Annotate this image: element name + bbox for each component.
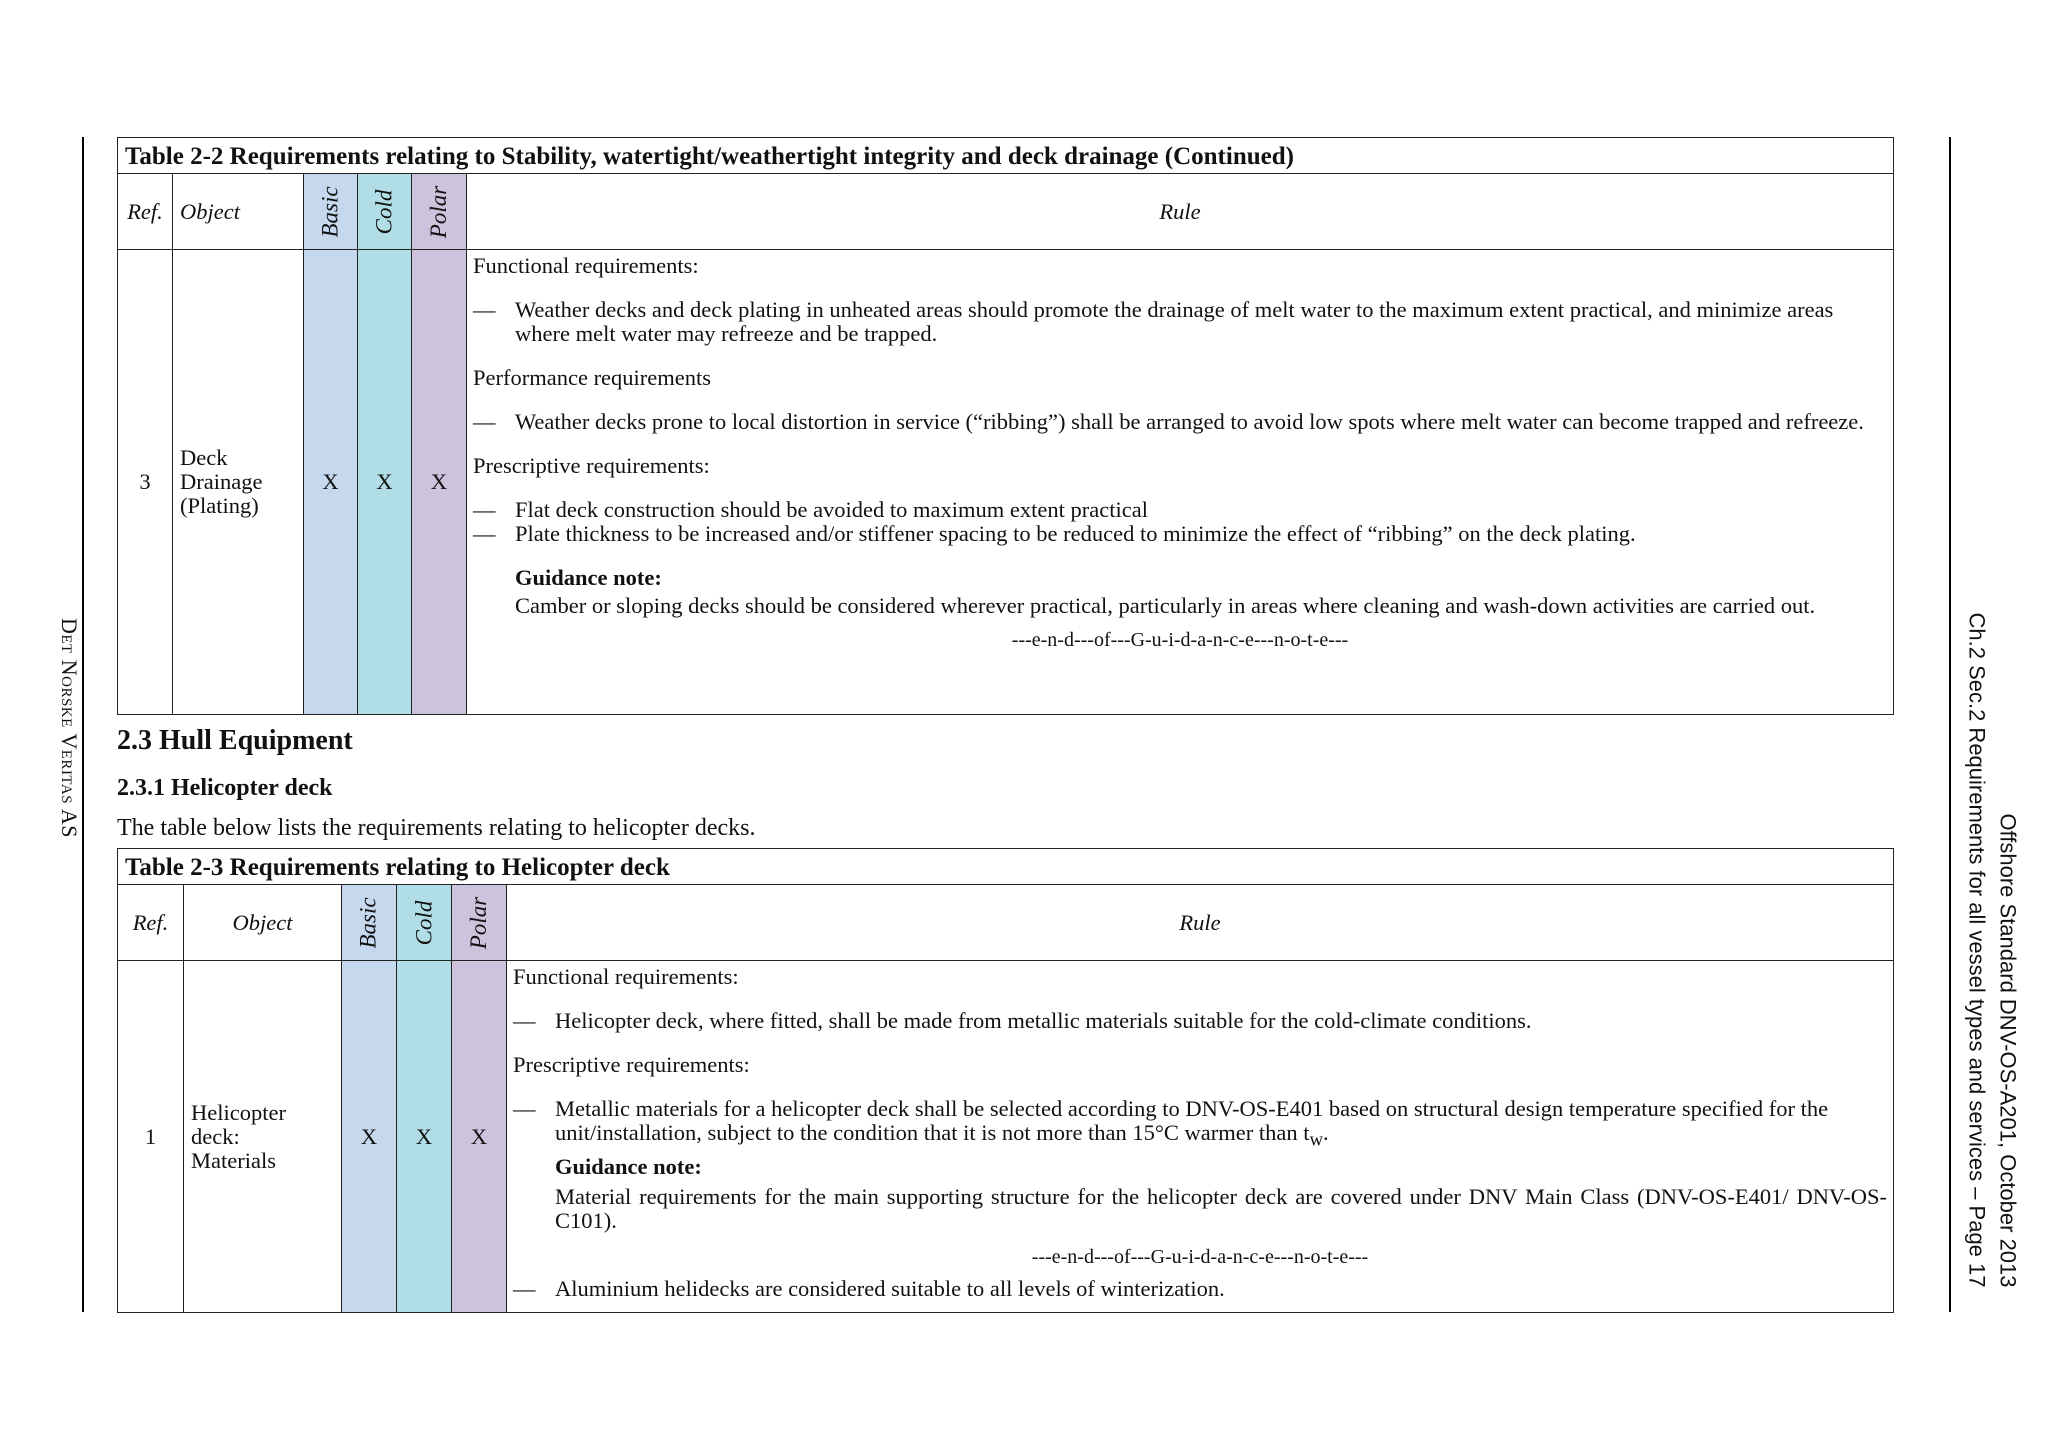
object-line: (Plating) [180,493,259,518]
header-cold-label: Cold [410,900,436,945]
header-cold-label: Cold [371,189,397,234]
guidance-title: Guidance note: [515,565,662,590]
header-basic [342,885,397,961]
row-basic-mark: X [342,961,397,1313]
header-basic [304,174,358,250]
row-rule [467,250,1894,715]
prescriptive-title: Prescriptive requirements: [513,1052,750,1077]
functional-title: Functional requirements: [513,964,739,989]
guidance-note [473,566,1887,618]
object-line: Materials [191,1147,276,1173]
header-rule: Rule [467,174,1894,250]
header-polar [412,174,467,250]
row-rule [507,961,1894,1313]
header-ref: Ref. [118,174,173,250]
list-item: — Metallic materials for a helicopter deck shall be selected according to DNV-OS-E401 based on structural design temperature specified for the unit/installation, subject to the condition that it is not more than 15°C warmer than $t_w$. [513,1096,1829,1151]
prescriptive-item-text: Metallic materials for a helicopter deck shall be selected according to DNV-OS-E401 based on structural design temperature specified for the unit/installation, subject to the condition that it is not more than 15°C warmer than t [555,1096,1829,1145]
row-object [184,961,342,1313]
row-polar-mark: X [412,250,467,715]
performance-title: Performance requirements [473,365,712,390]
publisher-side-label [54,593,84,863]
list-item: — Weather decks prone to local distortion in service (“ribbing”) shall be arranged to avoid low spots where melt water can become trapped and refreeze. [473,409,1864,434]
intro-paragraph: The table below lists the requirements relating to helicopter decks. [117,815,756,841]
right-margin-rule [1949,137,1951,1312]
row-cold-mark: X [397,961,452,1313]
list-item: — Aluminium helidecks are considered suitable to all levels of winterization. [513,1275,1225,1301]
header-polar [452,885,507,961]
list-item: — Flat deck construction should be avoided to maximum extent practical [473,497,1148,522]
guidance-text: Camber or sloping decks should be considered wherever practical, particularly in areas where cleaning and wash-down activities are carried out. [515,593,1816,618]
guidance-note [513,1155,1887,1233]
document-side-label [1958,580,2028,1320]
list-item: — Plate thickness to be increased and/or stiffener spacing to be reduced to minimize the effect of “ribbing” on the deck plating. [473,521,1636,546]
document-page-line: Ch.2 Sec.2 Requirements for all vessel types and services – Page 17 [1965,612,1990,1288]
subscript-w: w [1309,1129,1324,1151]
table-row [118,250,1894,715]
section-heading: 2.3 Hull Equipment [117,725,353,756]
row-ref: 3 [118,250,173,715]
guidance-end-marker: ---e-n-d---of---G-u-i-d-a-n-c-e---n-o-t-e--- [1031,1245,1369,1268]
object-line: Drainage [180,469,263,494]
row-cold-mark: X [358,250,412,715]
header-basic-label: Basic [317,185,343,238]
header-cold [358,174,412,250]
subsection-heading: 2.3.1 Helicopter deck [117,775,333,801]
header-object: Object [173,174,304,250]
table-2-2 [117,137,1894,715]
header-basic-label: Basic [355,896,381,949]
row-basic-mark: X [304,250,358,715]
object-line: deck: [191,1123,240,1149]
header-polar-label: Polar [425,185,451,238]
table-caption: Table 2-2 Requirements relating to Stability, watertight/weathertight integrity and deck drainage (Continued) [118,138,1894,174]
header-ref: Ref. [118,885,184,961]
table-row [118,961,1894,1313]
row-ref: 1 [118,961,184,1313]
publisher-name: Det Norske Veritas AS [57,618,83,838]
list-item: — Helicopter deck, where fitted, shall be made from metallic materials suitable for the cold-climate conditions. [513,1008,1532,1033]
table-2-3 [117,848,1894,1313]
header-polar-label: Polar [465,896,491,949]
object-line: Helicopter [191,1099,286,1125]
object-line: Deck [180,445,228,470]
guidance-end-marker: ---e-n-d---of---G-u-i-d-a-n-c-e---n-o-t-e--- [1011,629,1349,651]
guidance-text: Material requirements for the main supporting structure for the helicopter deck are covered under DNV Main Class (DNV-OS-E401/ DNV-OS-C101). [555,1183,1887,1233]
header-cold [397,885,452,961]
row-object [173,250,304,715]
table-caption: Table 2-3 Requirements relating to Helicopter deck [118,849,1894,885]
functional-title: Functional requirements: [473,253,699,278]
header-rule: Rule [507,885,1894,961]
list-item: — Weather decks and deck plating in unheated areas should promote the drainage of melt water to the maximum extent practical, and minimize areas where melt water may refreeze and be trapped. [473,297,1834,346]
document-standard-line: Offshore Standard DNV-OS-A201, October 2013 [1996,813,2021,1288]
prescriptive-title: Prescriptive requirements: [473,453,710,478]
guidance-title: Guidance note: [555,1153,702,1179]
prescriptive-item-end: . [1323,1120,1329,1145]
row-polar-mark: X [452,961,507,1313]
header-object: Object [184,885,342,961]
